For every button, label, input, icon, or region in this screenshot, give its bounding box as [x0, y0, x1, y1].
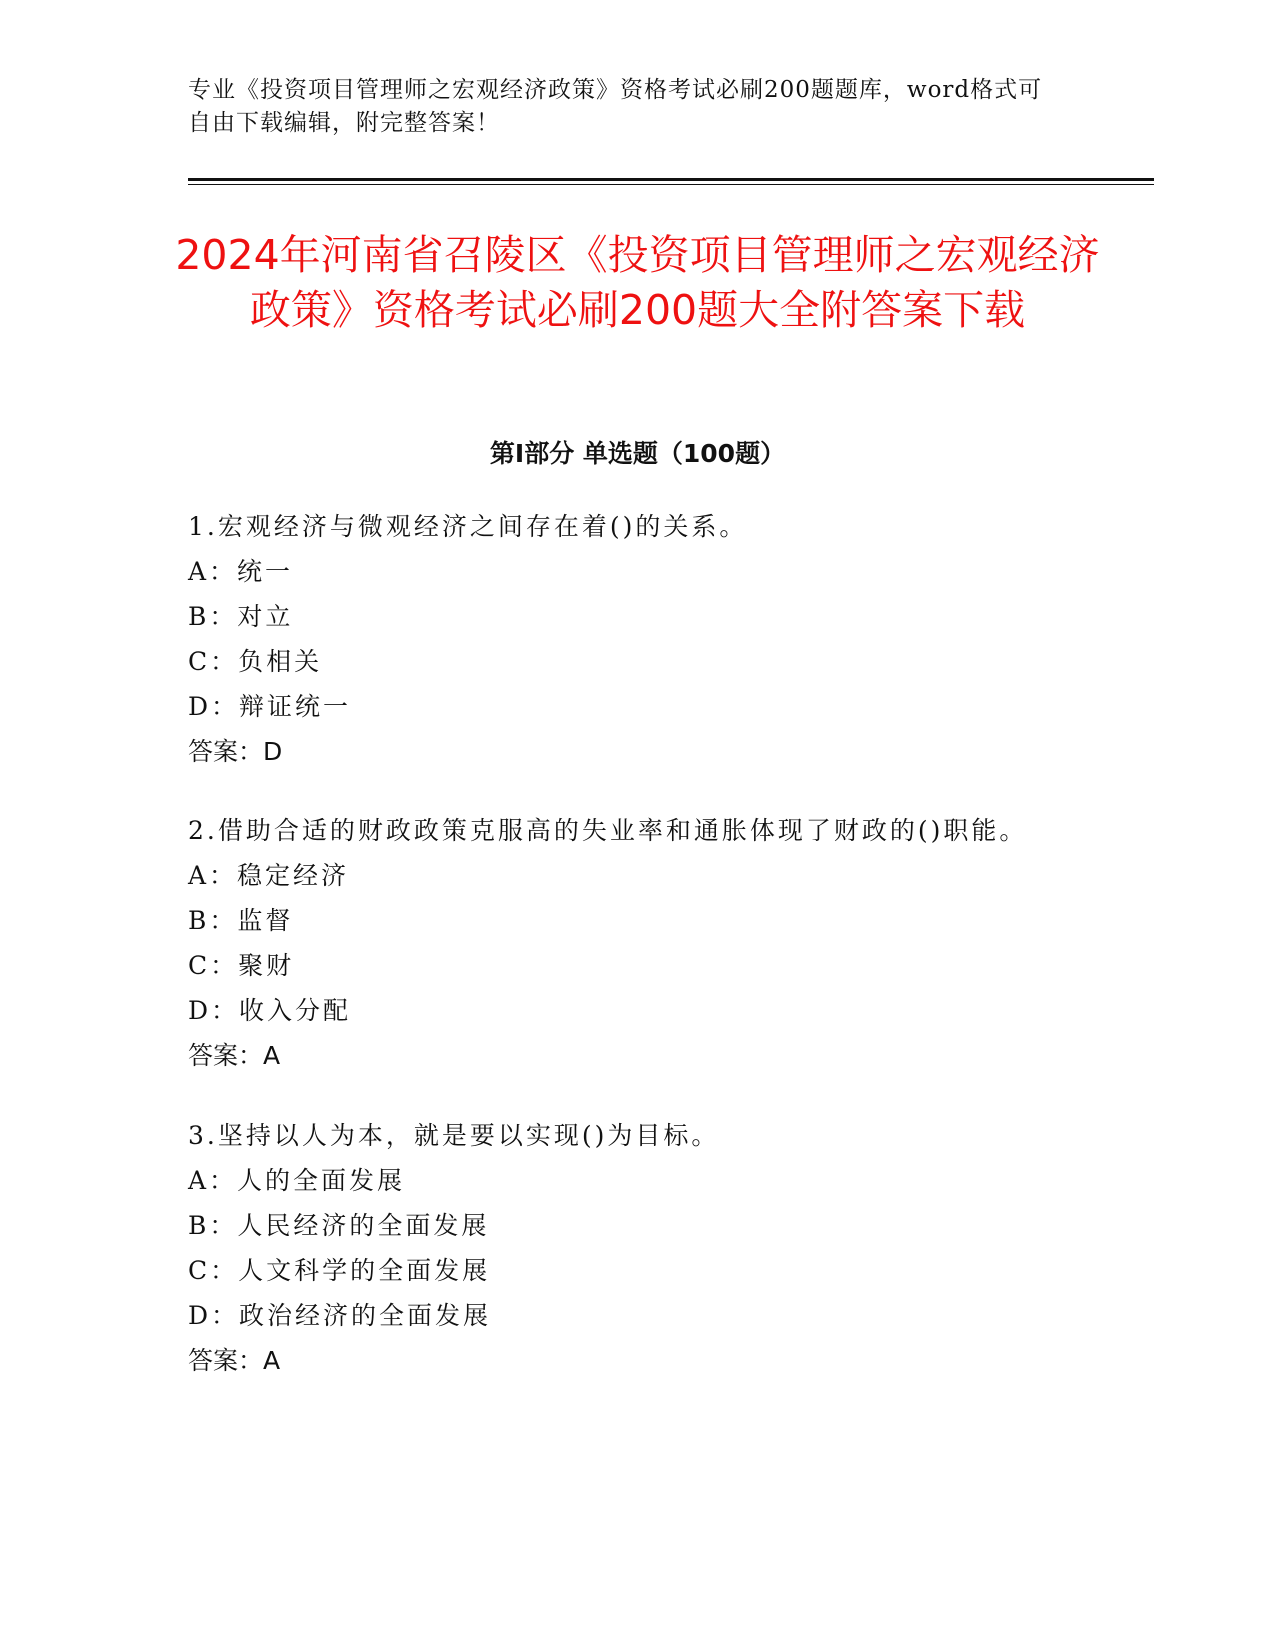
header-note [188, 74, 1088, 140]
question-1 [188, 504, 1168, 774]
option-d: D：收入分配 [188, 996, 352, 1025]
question-stem: 2.借助合适的财政政策克服高的失业率和通胀体现了财政的()职能。 [188, 816, 1028, 845]
option-a: A：人的全面发展 [188, 1166, 406, 1195]
option-a: A：统一 [188, 557, 294, 586]
option-c: C：负相关 [188, 647, 323, 676]
option-c: C：聚财 [188, 951, 295, 980]
section-heading: 第Ⅰ部分 单选题（100题） [489, 439, 786, 468]
question-2 [188, 808, 1168, 1078]
option-b: B：监督 [188, 906, 294, 935]
option-b: B：对立 [188, 602, 294, 631]
header-divider-thin [188, 184, 1154, 185]
option-d: D：政治经济的全面发展 [188, 1301, 492, 1330]
answer: 答案：A [188, 1041, 281, 1070]
option-d: D：辩证统一 [188, 692, 352, 721]
header-note-line-1: 专业《投资项目管理师之宏观经济政策》资格考试必刷200题题库，word格式可 [188, 77, 1043, 103]
option-c: C：人文科学的全面发展 [188, 1256, 491, 1285]
answer: 答案：A [188, 1346, 281, 1375]
header-divider-thick [188, 178, 1154, 181]
answer: 答案：D [188, 737, 283, 766]
header-note-line-2: 自由下载编辑，附完整答案！ [188, 110, 500, 136]
question-stem: 1.宏观经济与微观经济之间存在着()的关系。 [188, 512, 748, 541]
document-title: 2024年河南省召陵区《投资项目管理师之宏观经济政策》资格考试必刷200题大全附答案下载 [175, 231, 1100, 334]
question-3 [188, 1113, 1168, 1383]
option-b: B：人民经济的全面发展 [188, 1211, 490, 1240]
option-a: A：稳定经济 [188, 861, 350, 890]
question-stem: 3.坚持以人为本，就是要以实现()为目标。 [188, 1121, 720, 1150]
